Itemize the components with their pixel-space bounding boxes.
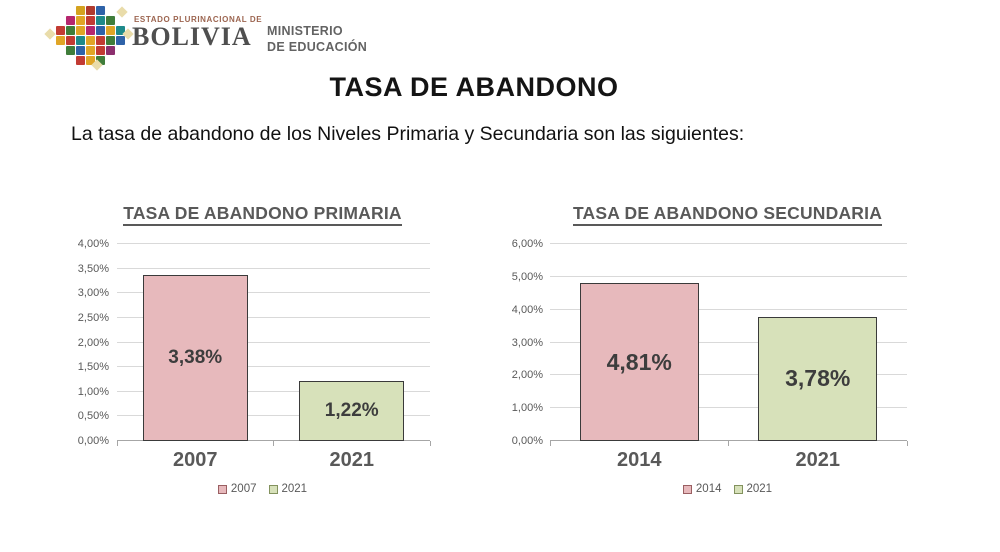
- chart-title: TASA DE ABANDONO PRIMARIA: [65, 203, 460, 224]
- legend-label: 2021: [281, 483, 308, 495]
- legend-swatch: [734, 485, 743, 494]
- axis-tick: [430, 441, 431, 446]
- y-tick-label: 4,00%: [511, 303, 543, 316]
- logo-tile: [86, 16, 95, 25]
- x-labels: [550, 449, 907, 475]
- bar-value-label: 4,81%: [606, 348, 672, 375]
- y-tick-label: 0,00%: [77, 435, 109, 447]
- y-tick-label: 1,00%: [511, 402, 543, 415]
- bolivia-emblem-icon: [46, 2, 136, 70]
- estado-plurinacional-label: ESTADO PLURINACIONAL DE: [134, 15, 263, 24]
- logo-tile: [66, 26, 75, 35]
- gridline: [117, 268, 430, 269]
- x-labels: [117, 449, 430, 475]
- page-title: TASA DE ABANDONO: [329, 72, 619, 102]
- y-tick-label: 4,00%: [77, 238, 109, 250]
- ministry-line2: DE EDUCACIÓN: [267, 39, 368, 54]
- logo-tile: [106, 26, 115, 35]
- logo-tile: [66, 46, 75, 55]
- logo-tile: [76, 26, 85, 35]
- axis-tick: [728, 441, 729, 446]
- gridline: [550, 276, 907, 277]
- logo-tile: [76, 56, 85, 65]
- legend-swatch: [269, 485, 278, 494]
- x-axis-label: 2021: [329, 449, 374, 471]
- ministry-label: [267, 24, 367, 55]
- logo-tile: [96, 26, 105, 35]
- logo-tile: [86, 26, 95, 35]
- bar-value-label: 3,78%: [785, 365, 851, 392]
- bar-value-label: 1,22%: [324, 399, 379, 421]
- legend-swatch: [218, 485, 227, 494]
- x-axis-label: 2014: [617, 449, 662, 471]
- legend-swatch: [683, 485, 692, 494]
- legend-label: 2021: [746, 483, 773, 495]
- logo-tile: [106, 36, 115, 45]
- legend-label: 2007: [230, 483, 257, 495]
- y-axis: [508, 238, 543, 447]
- legend-label: 2014: [695, 483, 722, 495]
- legend-item: [683, 483, 722, 495]
- logo-mosaic: [56, 6, 125, 65]
- logo-tile: [86, 36, 95, 45]
- y-tick-label: 0,00%: [511, 435, 543, 447]
- bar-value-label: 3,38%: [168, 346, 223, 368]
- legend: [508, 483, 947, 495]
- ministry-line1: MINISTERIO: [267, 24, 343, 38]
- plot-area: [117, 244, 430, 441]
- subtitle-text: La tasa de abandono de los Niveles Primaria y Secundaria son las siguientes:: [71, 123, 745, 145]
- y-tick-label: 2,00%: [77, 336, 109, 349]
- y-tick-label: 1,00%: [77, 385, 109, 398]
- bolivia-wordmark: BOLIVIA: [132, 22, 252, 51]
- logo-tile: [96, 16, 105, 25]
- logo-tile: [96, 36, 105, 45]
- y-tick-label: 3,00%: [511, 336, 543, 349]
- legend-item: [269, 483, 308, 495]
- y-tick-label: 2,50%: [77, 311, 109, 324]
- bar-2007: [143, 275, 248, 441]
- legend-item: [218, 483, 257, 495]
- legend: [65, 483, 460, 495]
- bar-2014: [580, 283, 699, 441]
- y-tick-label: 0,50%: [77, 410, 109, 423]
- logo-tile: [106, 46, 115, 55]
- logo-tile: [66, 36, 75, 45]
- logo-tile: [56, 36, 65, 45]
- axis-tick: [117, 441, 118, 446]
- y-tick-label: 3,50%: [77, 262, 109, 275]
- y-tick-label: 2,00%: [511, 369, 543, 382]
- legend-item: [734, 483, 773, 495]
- logo-tile: [116, 36, 125, 45]
- x-axis-label: 2007: [173, 449, 218, 471]
- logo-tile: [106, 16, 115, 25]
- bar-2021: [758, 317, 877, 441]
- logo-tile: [56, 26, 65, 35]
- logo-tile: [76, 46, 85, 55]
- y-tick-label: 3,00%: [77, 287, 109, 300]
- logo-tile: [66, 16, 75, 25]
- bar-2021: [299, 381, 404, 441]
- axis-tick: [550, 441, 551, 446]
- gridline: [117, 243, 430, 244]
- logo-diamond: [44, 28, 55, 39]
- y-axis: [65, 238, 109, 447]
- logo-tile: [96, 6, 105, 15]
- logo-tile: [86, 6, 95, 15]
- chart-title: TASA DE ABANDONO SECUNDARIA: [508, 203, 947, 224]
- logo-tile: [76, 6, 85, 15]
- plot-area: [550, 244, 907, 441]
- axis-tick: [907, 441, 908, 446]
- logo-tile: [96, 46, 105, 55]
- logo-tile: [76, 36, 85, 45]
- y-tick-label: 6,00%: [511, 238, 543, 250]
- gridline: [550, 243, 907, 244]
- logo-tile: [76, 16, 85, 25]
- chart-abandono-secundaria: [508, 197, 947, 507]
- chart-abandono-primaria: [65, 197, 460, 507]
- logo-tile: [86, 46, 95, 55]
- axis-tick: [273, 441, 274, 446]
- y-tick-label: 1,50%: [77, 361, 109, 374]
- y-tick-label: 5,00%: [511, 270, 543, 283]
- x-axis-label: 2021: [795, 449, 840, 471]
